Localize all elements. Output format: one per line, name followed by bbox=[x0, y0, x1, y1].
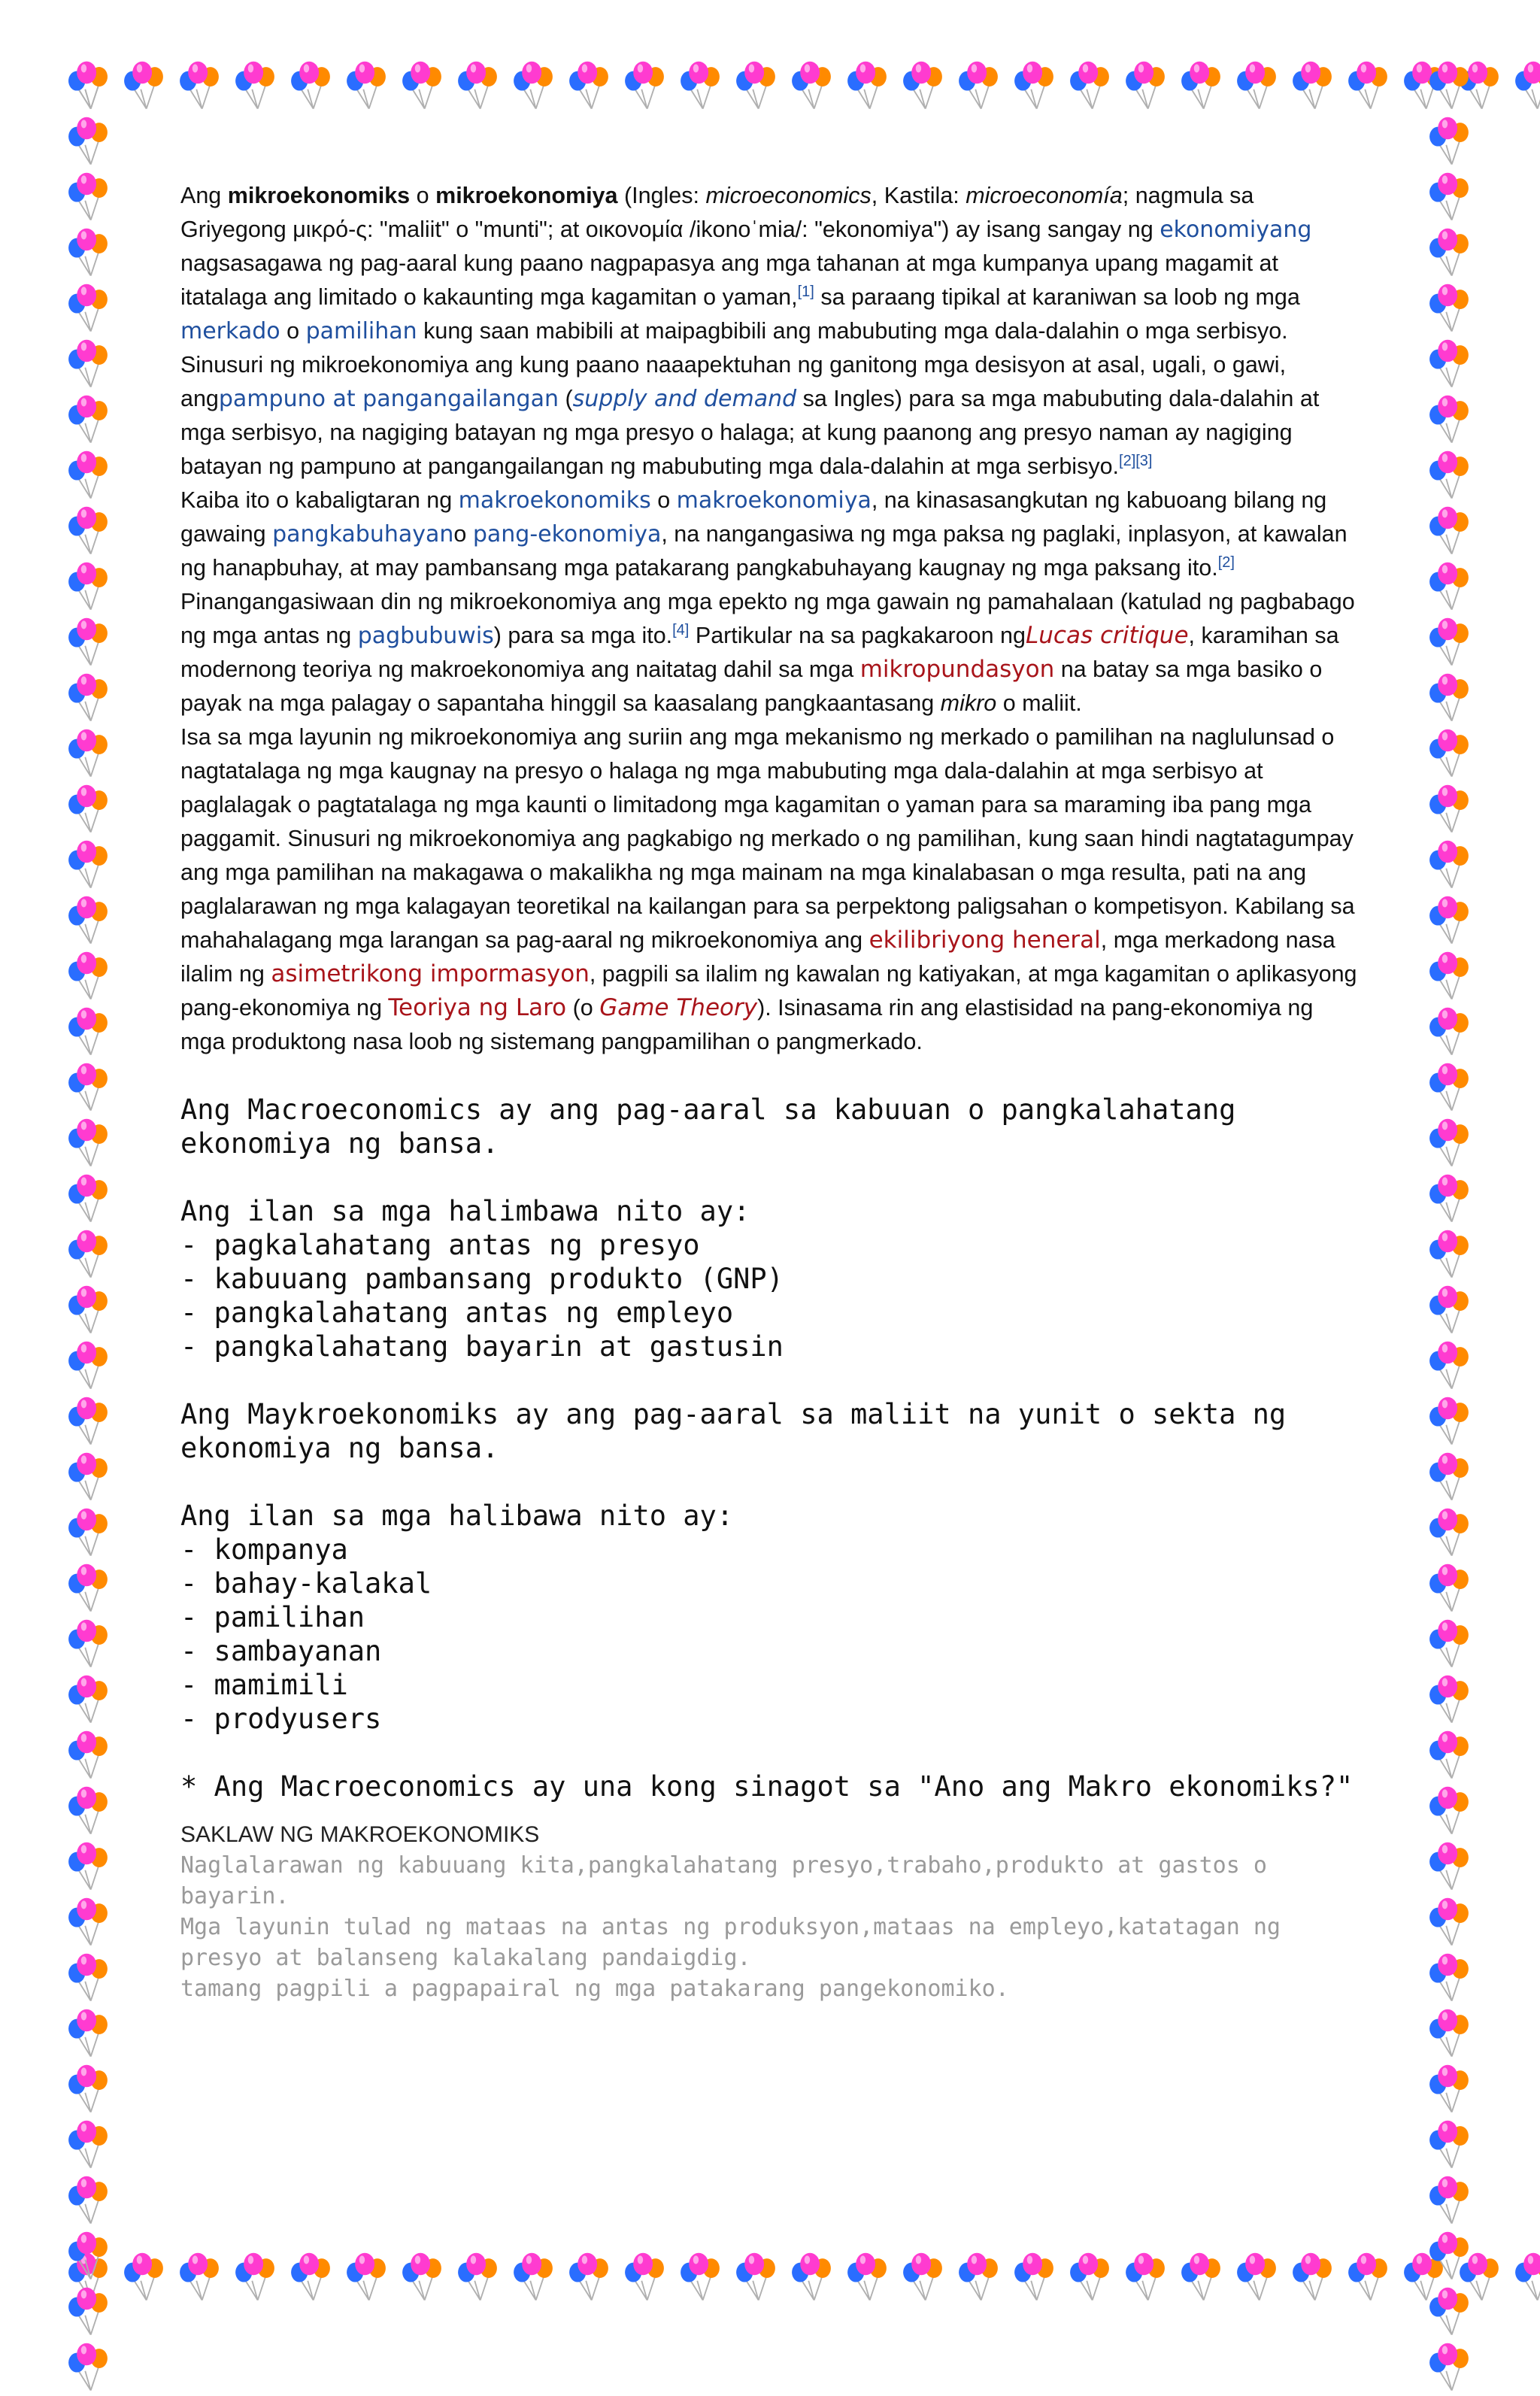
balloon-icon bbox=[60, 170, 116, 226]
link-makroekonomiks[interactable]: makroekonomiks bbox=[458, 487, 651, 514]
balloon-icon bbox=[338, 59, 394, 114]
balloon-icon bbox=[1507, 2250, 1540, 2306]
balloon-icon bbox=[1284, 59, 1340, 114]
balloon-icon bbox=[60, 1839, 116, 1895]
saklaw-title: SAKLAW NG MAKROEKONOMIKS bbox=[180, 1822, 540, 1847]
balloon-icon bbox=[1421, 893, 1477, 949]
balloon-icon bbox=[1421, 281, 1477, 337]
link-ekilibriyong-heneral[interactable]: ekilibriyong heneral bbox=[869, 927, 1101, 954]
link-ekonomiyang[interactable]: ekonomiyang bbox=[1160, 217, 1312, 243]
text: (Ingles: bbox=[617, 183, 706, 208]
balloon-icon bbox=[1173, 59, 1229, 114]
balloon-icon bbox=[1284, 2250, 1340, 2306]
balloon-icon bbox=[116, 2250, 171, 2306]
text: nagsasagawa ng pag-aaral kung paano nagpapasya ang mga tahanan at mga kumpanya upang magamit at itatalaga ang limitado o kakaunting mga kagamitan o yaman, bbox=[180, 250, 1278, 310]
balloon-icon bbox=[60, 560, 116, 615]
text: o bbox=[410, 183, 436, 208]
balloon-icon bbox=[60, 1394, 116, 1450]
balloon-icon bbox=[1421, 1339, 1477, 1394]
balloon-icon bbox=[1421, 1005, 1477, 1060]
balloon-icon bbox=[1421, 2285, 1477, 2340]
document-body bbox=[180, 179, 1360, 2004]
balloon-icon bbox=[1006, 59, 1062, 114]
micro-section bbox=[180, 1397, 1360, 1736]
balloon-icon bbox=[1421, 949, 1477, 1005]
link-pampuno[interactable]: pampuno at pangangailangan bbox=[218, 386, 559, 412]
balloon-icon bbox=[60, 1283, 116, 1339]
text: ; nagmula sa Griyegong μικρό-ς: "maliit" o "munti"; at οικονομία /ikonoˈmia/: "ekonomiya") ay isang sangay ng bbox=[180, 183, 1254, 242]
text: o bbox=[650, 487, 677, 513]
border-right bbox=[1421, 59, 1480, 2309]
balloon-icon bbox=[950, 2250, 1006, 2306]
balloon-icon bbox=[1421, 1394, 1477, 1450]
balloon-icon bbox=[1421, 1172, 1477, 1227]
term-italic: mikro bbox=[940, 690, 997, 716]
balloon-icon bbox=[784, 59, 839, 114]
balloon-icon bbox=[1421, 726, 1477, 782]
term-italic: microeconomía bbox=[966, 183, 1123, 208]
text: , mga merkadong nasa ilalim ng bbox=[180, 927, 1335, 987]
link-lucas-critique[interactable]: Lucas critique bbox=[1026, 622, 1189, 649]
balloon-icon bbox=[1421, 337, 1477, 393]
balloon-icon bbox=[60, 1506, 116, 1561]
balloon-icon bbox=[895, 59, 950, 114]
balloon-icon bbox=[450, 2250, 505, 2306]
balloon-icon bbox=[728, 2250, 784, 2306]
balloon-icon bbox=[60, 448, 116, 504]
balloon-icon bbox=[60, 615, 116, 671]
balloon-icon bbox=[1340, 2250, 1396, 2306]
macro-section bbox=[180, 1093, 1360, 1363]
text: , na nangangasiwa ng mga paksa ng paglaki, inplasyon, at kawalan ng hanapbuhay, at may pambansang mga patakarang pangkabuhayang kaugnay ng mga paksang ito. bbox=[180, 521, 1348, 581]
balloon-icon bbox=[1062, 2250, 1117, 2306]
article bbox=[180, 179, 1360, 1059]
balloon-icon bbox=[1421, 782, 1477, 838]
balloon-icon bbox=[116, 59, 171, 114]
border-left bbox=[60, 59, 119, 2309]
macro-example: - pagkalahatang antas ng presyo bbox=[180, 1229, 700, 1261]
micro-example: - mamimili bbox=[180, 1669, 348, 1701]
balloon-icon bbox=[60, 671, 116, 726]
balloon-icon bbox=[1421, 393, 1477, 448]
macro-example: - pangkalahatang bayarin at gastusin bbox=[180, 1330, 784, 1363]
balloon-icon bbox=[60, 1339, 116, 1394]
balloon-icon bbox=[60, 1895, 116, 1951]
balloon-icon bbox=[1117, 59, 1173, 114]
balloon-icon bbox=[1062, 59, 1117, 114]
balloon-icon bbox=[60, 1561, 116, 1617]
spacer bbox=[180, 1059, 1360, 1093]
text: Pinangangasiwaan din ng mikroekonomiya ang mga epekto ng mga gawain ng pamahalaan (katulad ng pagbabago ng mga antas ng bbox=[180, 589, 1355, 648]
balloon-icon bbox=[1229, 59, 1284, 114]
balloon-icon bbox=[1421, 1561, 1477, 1617]
text: na batay sa mga basiko o payak na mga palagay o sapantaha hinggil sa kaasalang pangkaantasang bbox=[180, 657, 1323, 716]
balloon-icon bbox=[1421, 1784, 1477, 1839]
balloon-icon bbox=[60, 1673, 116, 1728]
balloon-icon bbox=[60, 504, 116, 560]
balloon-icon bbox=[60, 337, 116, 393]
balloon-icon bbox=[1421, 1839, 1477, 1895]
text: o bbox=[280, 318, 306, 344]
balloon-icon bbox=[60, 2118, 116, 2173]
balloon-icon bbox=[1421, 1895, 1477, 1951]
balloon-icon bbox=[1421, 1728, 1477, 1784]
balloon-icon bbox=[394, 2250, 450, 2306]
balloon-icon bbox=[1421, 59, 1477, 114]
balloon-icon bbox=[1421, 504, 1477, 560]
balloon-icon bbox=[60, 2285, 116, 2340]
spacer bbox=[180, 1160, 1360, 1194]
balloon-icon bbox=[60, 2062, 116, 2118]
balloon-icon bbox=[784, 2250, 839, 2306]
balloon-icon bbox=[60, 1005, 116, 1060]
text: , karamihan sa modernong teoriya ng makroekonomiya ang naitatag dahil sa mga bbox=[180, 623, 1339, 682]
text: Ang bbox=[180, 183, 228, 208]
balloon-icon bbox=[1421, 838, 1477, 893]
balloon-icon bbox=[1421, 448, 1477, 504]
border-bottom bbox=[60, 2250, 1480, 2309]
link-teoriya-ng-laro[interactable]: Teoriya ng Laro bbox=[388, 994, 567, 1021]
balloon-icon bbox=[60, 1617, 116, 1673]
micro-example: - prodyusers bbox=[180, 1703, 382, 1735]
link-pangkabuhayan[interactable]: pangkabuhayan bbox=[272, 521, 454, 547]
balloon-icon bbox=[60, 2173, 116, 2229]
balloon-icon bbox=[1421, 615, 1477, 671]
balloon-icon bbox=[60, 1116, 116, 1172]
macro-examples-title: Ang ilan sa mga halimbawa nito ay: bbox=[180, 1195, 750, 1227]
balloon-icon bbox=[1421, 671, 1477, 726]
balloon-icon bbox=[1421, 1450, 1477, 1506]
text: Partikular na sa pagkakaroon ng bbox=[689, 623, 1026, 648]
text: sa Ingles) para sa mga mabubuting dala-dalahin at mga serbisyo, na nagiging batayan ng mga presyo o halaga; at kung paanong ang presyo naman ay nagiging batayan ng pampuno at pangangailangan ng mabubuting mga dala-dalahin at mga serbisyo. bbox=[180, 386, 1320, 479]
balloon-icon bbox=[895, 2250, 950, 2306]
answer-note: * Ang Macroeconomics ay una kong sinagot sa "Ano ang Makro ekonomiks?" bbox=[180, 1770, 1354, 1803]
micro-examples-title: Ang ilan sa mga halibawa nito ay: bbox=[180, 1500, 734, 1532]
macro-definition: Ang Macroeconomics ay ang pag-aaral sa kabuuan o pangkalahatang ekonomiya ng bansa. bbox=[180, 1093, 1236, 1160]
link-merkado[interactable]: merkado bbox=[180, 318, 280, 344]
balloon-icon bbox=[60, 782, 116, 838]
paragraph-3 bbox=[180, 720, 1360, 1059]
text: , Kastila: bbox=[871, 183, 966, 208]
balloon-icon bbox=[283, 59, 338, 114]
text: o maliit. bbox=[996, 690, 1082, 716]
balloon-icon bbox=[1421, 2006, 1477, 2062]
balloon-icon bbox=[505, 2250, 561, 2306]
link-makroekonomiya[interactable]: makroekonomiya bbox=[676, 487, 872, 514]
micro-example: - bahay-kalakal bbox=[180, 1567, 432, 1600]
balloon-icon bbox=[1421, 2340, 1477, 2396]
paragraph-1 bbox=[180, 179, 1360, 484]
balloon-icon bbox=[672, 59, 728, 114]
balloon-icon bbox=[1507, 59, 1540, 114]
micro-example: - pamilihan bbox=[180, 1601, 365, 1633]
balloon-icon bbox=[505, 59, 561, 114]
text: ( bbox=[559, 386, 573, 411]
balloon-icon bbox=[1229, 2250, 1284, 2306]
balloon-icon bbox=[283, 2250, 338, 2306]
balloon-icon bbox=[60, 2340, 116, 2396]
balloon-icon bbox=[60, 1172, 116, 1227]
balloon-icon bbox=[1421, 1060, 1477, 1116]
saklaw-line: Mga layunin tulad ng mataas na antas ng produksyon,mataas na empleyo,katatagan ng presyo at balanseng kalakalang pandaigdig. bbox=[180, 1914, 1281, 1971]
spacer bbox=[180, 1736, 1360, 1770]
link-pamilihan[interactable]: pamilihan bbox=[305, 318, 417, 344]
micro-definition: Ang Maykroekonomiks ay ang pag-aaral sa maliit na yunit o sekta ng ekonomiya ng bansa. bbox=[180, 1398, 1287, 1464]
border-top bbox=[60, 59, 1480, 117]
balloon-icon bbox=[60, 2006, 116, 2062]
balloon-icon bbox=[1421, 1673, 1477, 1728]
balloon-icon bbox=[1421, 1227, 1477, 1283]
balloon-icon bbox=[60, 1060, 116, 1116]
balloon-icon bbox=[60, 949, 116, 1005]
macro-example: - kabuuang pambansang produkto (GNP) bbox=[180, 1263, 784, 1295]
citation-link[interactable]: [1] bbox=[797, 283, 814, 300]
balloon-icon bbox=[1421, 2118, 1477, 2173]
paragraph-2 bbox=[180, 484, 1360, 720]
text: ). Isinasama rin ang elastisidad na pang-ekonomiya ng mga produktong nasa loob ng sistemang pangpamilihan o pangmerkado. bbox=[180, 995, 1314, 1054]
citation-link[interactable]: [2][3] bbox=[1119, 452, 1153, 469]
balloon-icon bbox=[60, 1728, 116, 1784]
link-supply-demand[interactable]: supply and demand bbox=[572, 386, 797, 412]
balloon-icon bbox=[60, 393, 116, 448]
text: Isa sa mga layunin ng mikroekonomiya ang suriin ang mga mekanismo ng merkado o pamilihan na naglulunsad o nagtatalaga ng mga kaugnay na presyo o halaga ng mga mabubuting mga dala-dalahin at mga serbisyo at paglalagak o pagtatalaga ng mga kaunti o limitadong mga kagamitan o yaman para sa maraming iba pang mga paggamit. Sinusuri ng mikroekonomiya ang pagkabigo ng merkado o ng pamilihan, kung saan hindi nagtatagumpay ang mga pamilihan na makagawa o makalikha ng mga mainam na mga kinalabasan o mga resulta, pati na ang paglalarawan ng mga kalagayan teoretikal na kailangan para sa perpektong paligsahan o kompetisyon. Kabilang sa mahahalagang mga larangan sa pag-aaral ng mikroekonomiya ang bbox=[180, 724, 1355, 953]
text: Kaiba ito o kabaligtaran ng bbox=[180, 487, 459, 513]
link-asimetrikong-impormasyon[interactable]: asimetrikong impormasyon bbox=[271, 960, 590, 987]
balloon-icon bbox=[672, 2250, 728, 2306]
citation-link[interactable]: [2] bbox=[1217, 554, 1235, 571]
balloon-icon bbox=[950, 59, 1006, 114]
balloon-icon bbox=[227, 59, 283, 114]
balloon-icon bbox=[1421, 1116, 1477, 1172]
text: ) para sa mga ito. bbox=[493, 623, 673, 648]
term-italic: microeconomics bbox=[705, 183, 872, 208]
balloon-icon bbox=[1421, 1506, 1477, 1561]
balloon-icon bbox=[1173, 2250, 1229, 2306]
link-pang-ekonomiya[interactable]: pang-ekonomiya bbox=[472, 521, 662, 547]
balloon-icon bbox=[561, 2250, 617, 2306]
balloon-icon bbox=[60, 1450, 116, 1506]
link-game-theory[interactable]: Game Theory bbox=[599, 994, 758, 1021]
link-pagbubuwis[interactable]: pagbubuwis bbox=[357, 623, 494, 649]
macro-example: - pangkalahatang antas ng empleyo bbox=[180, 1297, 734, 1329]
balloon-icon bbox=[1421, 1951, 1477, 2006]
saklaw-line: tamang pagpili a pagpapairal ng mga patakarang pangekonomiko. bbox=[180, 1976, 1009, 2002]
balloon-icon bbox=[617, 59, 672, 114]
balloon-icon bbox=[1421, 1283, 1477, 1339]
text: , na kinasasangkutan ng kabuoang bilang ng gawaing bbox=[180, 487, 1327, 547]
balloon-icon bbox=[1421, 560, 1477, 615]
balloon-icon bbox=[227, 2250, 283, 2306]
balloon-icon bbox=[338, 2250, 394, 2306]
balloon-icon bbox=[617, 2250, 672, 2306]
term-bold: mikroekonomiya bbox=[435, 183, 618, 208]
balloon-icon bbox=[60, 281, 116, 337]
balloon-icon bbox=[1340, 59, 1396, 114]
balloon-icon bbox=[1421, 2173, 1477, 2229]
balloon-icon bbox=[839, 59, 895, 114]
balloon-icon bbox=[561, 59, 617, 114]
term-bold: mikroekonomiks bbox=[227, 183, 411, 208]
citation-link[interactable]: [4] bbox=[672, 621, 690, 638]
balloon-icon bbox=[171, 2250, 227, 2306]
saklaw-line: Naglalarawan ng kabuuang kita,pangkalahatang presyo,trabaho,produkto at gastos o bayarin. bbox=[180, 1852, 1267, 1909]
balloon-icon bbox=[728, 59, 784, 114]
balloon-icon bbox=[1421, 2229, 1477, 2285]
balloon-icon bbox=[60, 1227, 116, 1283]
balloon-icon bbox=[60, 726, 116, 782]
micro-example: - sambayanan bbox=[180, 1635, 382, 1667]
balloon-icon bbox=[60, 893, 116, 949]
balloon-icon bbox=[60, 838, 116, 893]
balloon-icon bbox=[60, 1951, 116, 2006]
text: kung saan mabibili at maipagbibili ang mabubuting mga dala-dalahin o mga serbisyo. Sinusuri ng mikroekonomiya ang kung paano naaapektuhan ng ganitong mga desisyon at asal, ugali, o gawi, ang bbox=[180, 318, 1288, 411]
balloon-icon bbox=[60, 226, 116, 281]
spacer bbox=[180, 1363, 1360, 1397]
micro-example: - kompanya bbox=[180, 1533, 348, 1566]
text: (o bbox=[566, 995, 600, 1021]
balloon-icon bbox=[1117, 2250, 1173, 2306]
balloon-icon bbox=[1006, 2250, 1062, 2306]
balloon-icon bbox=[60, 59, 116, 114]
balloon-icon bbox=[1421, 2062, 1477, 2118]
balloon-icon bbox=[1421, 226, 1477, 281]
balloon-icon bbox=[1421, 1617, 1477, 1673]
balloon-icon bbox=[60, 114, 116, 170]
text: o bbox=[453, 521, 473, 547]
spacer bbox=[180, 1465, 1360, 1499]
balloon-icon bbox=[450, 59, 505, 114]
balloon-icon bbox=[1421, 114, 1477, 170]
balloon-icon bbox=[60, 1784, 116, 1839]
text: , pagpili sa ilalim ng kawalan ng katiyakan, at mga kagamitan o aplikasyong pang-ekonomiya ng bbox=[180, 961, 1357, 1021]
balloon-icon bbox=[1421, 170, 1477, 226]
balloon-icon bbox=[60, 2229, 116, 2285]
text: sa paraang tipikal at karaniwan sa loob ng mga bbox=[814, 284, 1300, 310]
balloon-icon bbox=[171, 59, 227, 114]
link-mikropundasyon[interactable]: mikropundasyon bbox=[859, 656, 1055, 683]
balloon-icon bbox=[839, 2250, 895, 2306]
balloon-icon bbox=[394, 59, 450, 114]
